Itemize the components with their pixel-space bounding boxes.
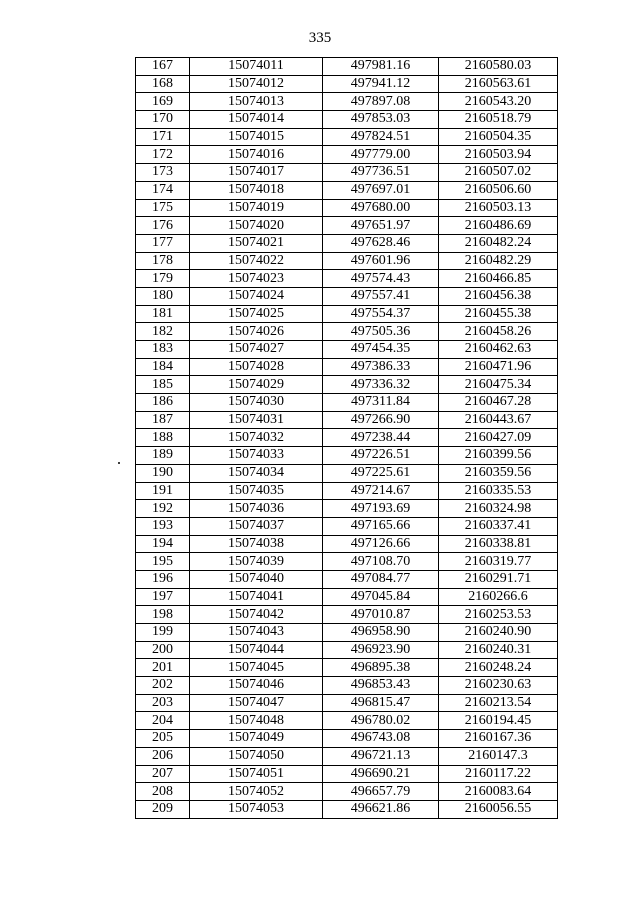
x-coordinate-cell: 497651.97 xyxy=(323,217,439,235)
point-id-cell: 15074014 xyxy=(190,111,323,129)
x-coordinate-cell: 497601.96 xyxy=(323,252,439,270)
table-row xyxy=(136,358,558,376)
x-coordinate-cell: 496780.02 xyxy=(323,712,439,730)
y-coordinate-cell: 2160427.09 xyxy=(439,429,558,447)
x-coordinate-cell: 497336.32 xyxy=(323,376,439,394)
point-id-cell: 15074029 xyxy=(190,376,323,394)
x-coordinate-cell: 497266.90 xyxy=(323,411,439,429)
x-coordinate-cell: 497084.77 xyxy=(323,570,439,588)
y-coordinate-cell: 2160167.36 xyxy=(439,730,558,748)
y-coordinate-cell: 2160456.38 xyxy=(439,287,558,305)
row-number-cell: 190 xyxy=(136,464,190,482)
row-number-cell: 202 xyxy=(136,677,190,695)
point-id-cell: 15074016 xyxy=(190,146,323,164)
table-row xyxy=(136,783,558,801)
row-number-cell: 171 xyxy=(136,128,190,146)
y-coordinate-cell: 2160117.22 xyxy=(439,765,558,783)
table-row xyxy=(136,429,558,447)
table-row xyxy=(136,765,558,783)
y-coordinate-cell: 2160324.98 xyxy=(439,500,558,518)
x-coordinate-cell: 496657.79 xyxy=(323,783,439,801)
table-row xyxy=(136,128,558,146)
table-row xyxy=(136,252,558,270)
point-id-cell: 15074038 xyxy=(190,535,323,553)
y-coordinate-cell: 2160338.81 xyxy=(439,535,558,553)
point-id-cell: 15074024 xyxy=(190,287,323,305)
point-id-cell: 15074046 xyxy=(190,677,323,695)
y-coordinate-cell: 2160240.90 xyxy=(439,624,558,642)
point-id-cell: 15074035 xyxy=(190,482,323,500)
x-coordinate-cell: 496958.90 xyxy=(323,624,439,642)
y-coordinate-cell: 2160147.3 xyxy=(439,747,558,765)
row-number-cell: 168 xyxy=(136,75,190,93)
row-number-cell: 184 xyxy=(136,358,190,376)
row-number-cell: 178 xyxy=(136,252,190,270)
point-id-cell: 15074033 xyxy=(190,447,323,465)
y-coordinate-cell: 2160319.77 xyxy=(439,553,558,571)
point-id-cell: 15074052 xyxy=(190,783,323,801)
point-id-cell: 15074049 xyxy=(190,730,323,748)
y-coordinate-cell: 2160458.26 xyxy=(439,323,558,341)
y-coordinate-cell: 2160543.20 xyxy=(439,93,558,111)
row-number-cell: 197 xyxy=(136,588,190,606)
row-number-cell: 209 xyxy=(136,800,190,818)
y-coordinate-cell: 2160266.6 xyxy=(439,588,558,606)
row-number-cell: 203 xyxy=(136,694,190,712)
coordinates-table xyxy=(135,57,558,819)
x-coordinate-cell: 496895.38 xyxy=(323,659,439,677)
row-number-cell: 207 xyxy=(136,765,190,783)
row-number-cell: 194 xyxy=(136,535,190,553)
table-row xyxy=(136,624,558,642)
row-number-cell: 205 xyxy=(136,730,190,748)
x-coordinate-cell: 497193.69 xyxy=(323,500,439,518)
x-coordinate-cell: 497736.51 xyxy=(323,164,439,182)
table-row xyxy=(136,606,558,624)
row-number-cell: 187 xyxy=(136,411,190,429)
point-id-cell: 15074042 xyxy=(190,606,323,624)
y-coordinate-cell: 2160467.28 xyxy=(439,394,558,412)
y-coordinate-cell: 2160359.56 xyxy=(439,464,558,482)
row-number-cell: 192 xyxy=(136,500,190,518)
x-coordinate-cell: 497697.01 xyxy=(323,181,439,199)
table-row xyxy=(136,517,558,535)
row-number-cell: 177 xyxy=(136,234,190,252)
x-coordinate-cell: 496853.43 xyxy=(323,677,439,695)
y-coordinate-cell: 2160248.24 xyxy=(439,659,558,677)
row-number-cell: 176 xyxy=(136,217,190,235)
row-number-cell: 201 xyxy=(136,659,190,677)
row-number-cell: 198 xyxy=(136,606,190,624)
table-row xyxy=(136,588,558,606)
y-coordinate-cell: 2160503.13 xyxy=(439,199,558,217)
point-id-cell: 15074036 xyxy=(190,500,323,518)
point-id-cell: 15074020 xyxy=(190,217,323,235)
row-number-cell: 180 xyxy=(136,287,190,305)
point-id-cell: 15074034 xyxy=(190,464,323,482)
point-id-cell: 15074026 xyxy=(190,323,323,341)
y-coordinate-cell: 2160482.24 xyxy=(439,234,558,252)
row-number-cell: 196 xyxy=(136,570,190,588)
y-coordinate-cell: 2160466.85 xyxy=(439,270,558,288)
point-id-cell: 15074030 xyxy=(190,394,323,412)
y-coordinate-cell: 2160240.31 xyxy=(439,641,558,659)
table-row xyxy=(136,677,558,695)
table-row xyxy=(136,411,558,429)
x-coordinate-cell: 497454.35 xyxy=(323,341,439,359)
table-row xyxy=(136,341,558,359)
x-coordinate-cell: 497165.66 xyxy=(323,517,439,535)
point-id-cell: 15074051 xyxy=(190,765,323,783)
table-row xyxy=(136,482,558,500)
x-coordinate-cell: 497126.66 xyxy=(323,535,439,553)
row-number-cell: 185 xyxy=(136,376,190,394)
point-id-cell: 15074050 xyxy=(190,747,323,765)
table-row xyxy=(136,800,558,818)
table-row xyxy=(136,58,558,76)
table-row xyxy=(136,164,558,182)
y-coordinate-cell: 2160482.29 xyxy=(439,252,558,270)
point-id-cell: 15074047 xyxy=(190,694,323,712)
row-number-cell: 189 xyxy=(136,447,190,465)
y-coordinate-cell: 2160503.94 xyxy=(439,146,558,164)
coordinates-table-container xyxy=(135,57,557,819)
table-row xyxy=(136,570,558,588)
x-coordinate-cell: 497238.44 xyxy=(323,429,439,447)
table-row xyxy=(136,93,558,111)
table-row xyxy=(136,500,558,518)
row-number-cell: 174 xyxy=(136,181,190,199)
x-coordinate-cell: 497045.84 xyxy=(323,588,439,606)
point-id-cell: 15074023 xyxy=(190,270,323,288)
y-coordinate-cell: 2160486.69 xyxy=(439,217,558,235)
row-number-cell: 200 xyxy=(136,641,190,659)
point-id-cell: 15074012 xyxy=(190,75,323,93)
row-number-cell: 204 xyxy=(136,712,190,730)
table-row xyxy=(136,181,558,199)
table-row xyxy=(136,641,558,659)
point-id-cell: 15074039 xyxy=(190,553,323,571)
row-number-cell: 206 xyxy=(136,747,190,765)
table-row xyxy=(136,199,558,217)
x-coordinate-cell: 496621.86 xyxy=(323,800,439,818)
scan-artifact-dot xyxy=(118,462,120,464)
row-number-cell: 208 xyxy=(136,783,190,801)
x-coordinate-cell: 496721.13 xyxy=(323,747,439,765)
table-row xyxy=(136,111,558,129)
x-coordinate-cell: 497225.61 xyxy=(323,464,439,482)
table-row xyxy=(136,217,558,235)
y-coordinate-cell: 2160335.53 xyxy=(439,482,558,500)
table-row xyxy=(136,730,558,748)
y-coordinate-cell: 2160580.03 xyxy=(439,58,558,76)
x-coordinate-cell: 496815.47 xyxy=(323,694,439,712)
table-row xyxy=(136,394,558,412)
point-id-cell: 15074017 xyxy=(190,164,323,182)
x-coordinate-cell: 497824.51 xyxy=(323,128,439,146)
y-coordinate-cell: 2160504.35 xyxy=(439,128,558,146)
x-coordinate-cell: 497779.00 xyxy=(323,146,439,164)
row-number-cell: 182 xyxy=(136,323,190,341)
table-row xyxy=(136,146,558,164)
point-id-cell: 15074032 xyxy=(190,429,323,447)
table-row xyxy=(136,694,558,712)
x-coordinate-cell: 496923.90 xyxy=(323,641,439,659)
page-number: 335 xyxy=(308,30,332,46)
table-row xyxy=(136,287,558,305)
table-row xyxy=(136,75,558,93)
row-number-cell: 170 xyxy=(136,111,190,129)
y-coordinate-cell: 2160462.63 xyxy=(439,341,558,359)
row-number-cell: 186 xyxy=(136,394,190,412)
point-id-cell: 15074018 xyxy=(190,181,323,199)
row-number-cell: 172 xyxy=(136,146,190,164)
row-number-cell: 179 xyxy=(136,270,190,288)
y-coordinate-cell: 2160291.71 xyxy=(439,570,558,588)
table-row xyxy=(136,323,558,341)
x-coordinate-cell: 497108.70 xyxy=(323,553,439,571)
point-id-cell: 15074022 xyxy=(190,252,323,270)
y-coordinate-cell: 2160455.38 xyxy=(439,305,558,323)
row-number-cell: 169 xyxy=(136,93,190,111)
row-number-cell: 183 xyxy=(136,341,190,359)
point-id-cell: 15074015 xyxy=(190,128,323,146)
point-id-cell: 15074040 xyxy=(190,570,323,588)
row-number-cell: 193 xyxy=(136,517,190,535)
row-number-cell: 167 xyxy=(136,58,190,76)
x-coordinate-cell: 497226.51 xyxy=(323,447,439,465)
row-number-cell: 195 xyxy=(136,553,190,571)
x-coordinate-cell: 497311.84 xyxy=(323,394,439,412)
y-coordinate-cell: 2160507.02 xyxy=(439,164,558,182)
point-id-cell: 15074045 xyxy=(190,659,323,677)
row-number-cell: 199 xyxy=(136,624,190,642)
y-coordinate-cell: 2160194.45 xyxy=(439,712,558,730)
y-coordinate-cell: 2160337.41 xyxy=(439,517,558,535)
x-coordinate-cell: 496690.21 xyxy=(323,765,439,783)
x-coordinate-cell: 497386.33 xyxy=(323,358,439,376)
y-coordinate-cell: 2160399.56 xyxy=(439,447,558,465)
point-id-cell: 15074028 xyxy=(190,358,323,376)
x-coordinate-cell: 497214.67 xyxy=(323,482,439,500)
y-coordinate-cell: 2160230.63 xyxy=(439,677,558,695)
row-number-cell: 175 xyxy=(136,199,190,217)
point-id-cell: 15074037 xyxy=(190,517,323,535)
point-id-cell: 15074043 xyxy=(190,624,323,642)
row-number-cell: 181 xyxy=(136,305,190,323)
y-coordinate-cell: 2160518.79 xyxy=(439,111,558,129)
table-row xyxy=(136,305,558,323)
point-id-cell: 15074044 xyxy=(190,641,323,659)
y-coordinate-cell: 2160253.53 xyxy=(439,606,558,624)
x-coordinate-cell: 497853.03 xyxy=(323,111,439,129)
x-coordinate-cell: 496743.08 xyxy=(323,730,439,748)
table-row xyxy=(136,553,558,571)
x-coordinate-cell: 497628.46 xyxy=(323,234,439,252)
point-id-cell: 15074021 xyxy=(190,234,323,252)
y-coordinate-cell: 2160471.96 xyxy=(439,358,558,376)
y-coordinate-cell: 2160563.61 xyxy=(439,75,558,93)
point-id-cell: 15074027 xyxy=(190,341,323,359)
x-coordinate-cell: 497505.36 xyxy=(323,323,439,341)
x-coordinate-cell: 497574.43 xyxy=(323,270,439,288)
coordinates-table-body xyxy=(136,58,558,819)
x-coordinate-cell: 497557.41 xyxy=(323,287,439,305)
x-coordinate-cell: 497680.00 xyxy=(323,199,439,217)
table-row xyxy=(136,535,558,553)
point-id-cell: 15074053 xyxy=(190,800,323,818)
table-row xyxy=(136,376,558,394)
table-row xyxy=(136,747,558,765)
y-coordinate-cell: 2160056.55 xyxy=(439,800,558,818)
table-row xyxy=(136,447,558,465)
point-id-cell: 15074011 xyxy=(190,58,323,76)
point-id-cell: 15074025 xyxy=(190,305,323,323)
row-number-cell: 173 xyxy=(136,164,190,182)
y-coordinate-cell: 2160506.60 xyxy=(439,181,558,199)
y-coordinate-cell: 2160475.34 xyxy=(439,376,558,394)
x-coordinate-cell: 497981.16 xyxy=(323,58,439,76)
table-row xyxy=(136,234,558,252)
x-coordinate-cell: 497554.37 xyxy=(323,305,439,323)
point-id-cell: 15074031 xyxy=(190,411,323,429)
table-row xyxy=(136,270,558,288)
row-number-cell: 191 xyxy=(136,482,190,500)
row-number-cell: 188 xyxy=(136,429,190,447)
table-row xyxy=(136,659,558,677)
y-coordinate-cell: 2160443.67 xyxy=(439,411,558,429)
point-id-cell: 15074048 xyxy=(190,712,323,730)
x-coordinate-cell: 497897.08 xyxy=(323,93,439,111)
y-coordinate-cell: 2160083.64 xyxy=(439,783,558,801)
y-coordinate-cell: 2160213.54 xyxy=(439,694,558,712)
point-id-cell: 15074041 xyxy=(190,588,323,606)
x-coordinate-cell: 497941.12 xyxy=(323,75,439,93)
table-row xyxy=(136,464,558,482)
x-coordinate-cell: 497010.87 xyxy=(323,606,439,624)
point-id-cell: 15074013 xyxy=(190,93,323,111)
table-row xyxy=(136,712,558,730)
point-id-cell: 15074019 xyxy=(190,199,323,217)
